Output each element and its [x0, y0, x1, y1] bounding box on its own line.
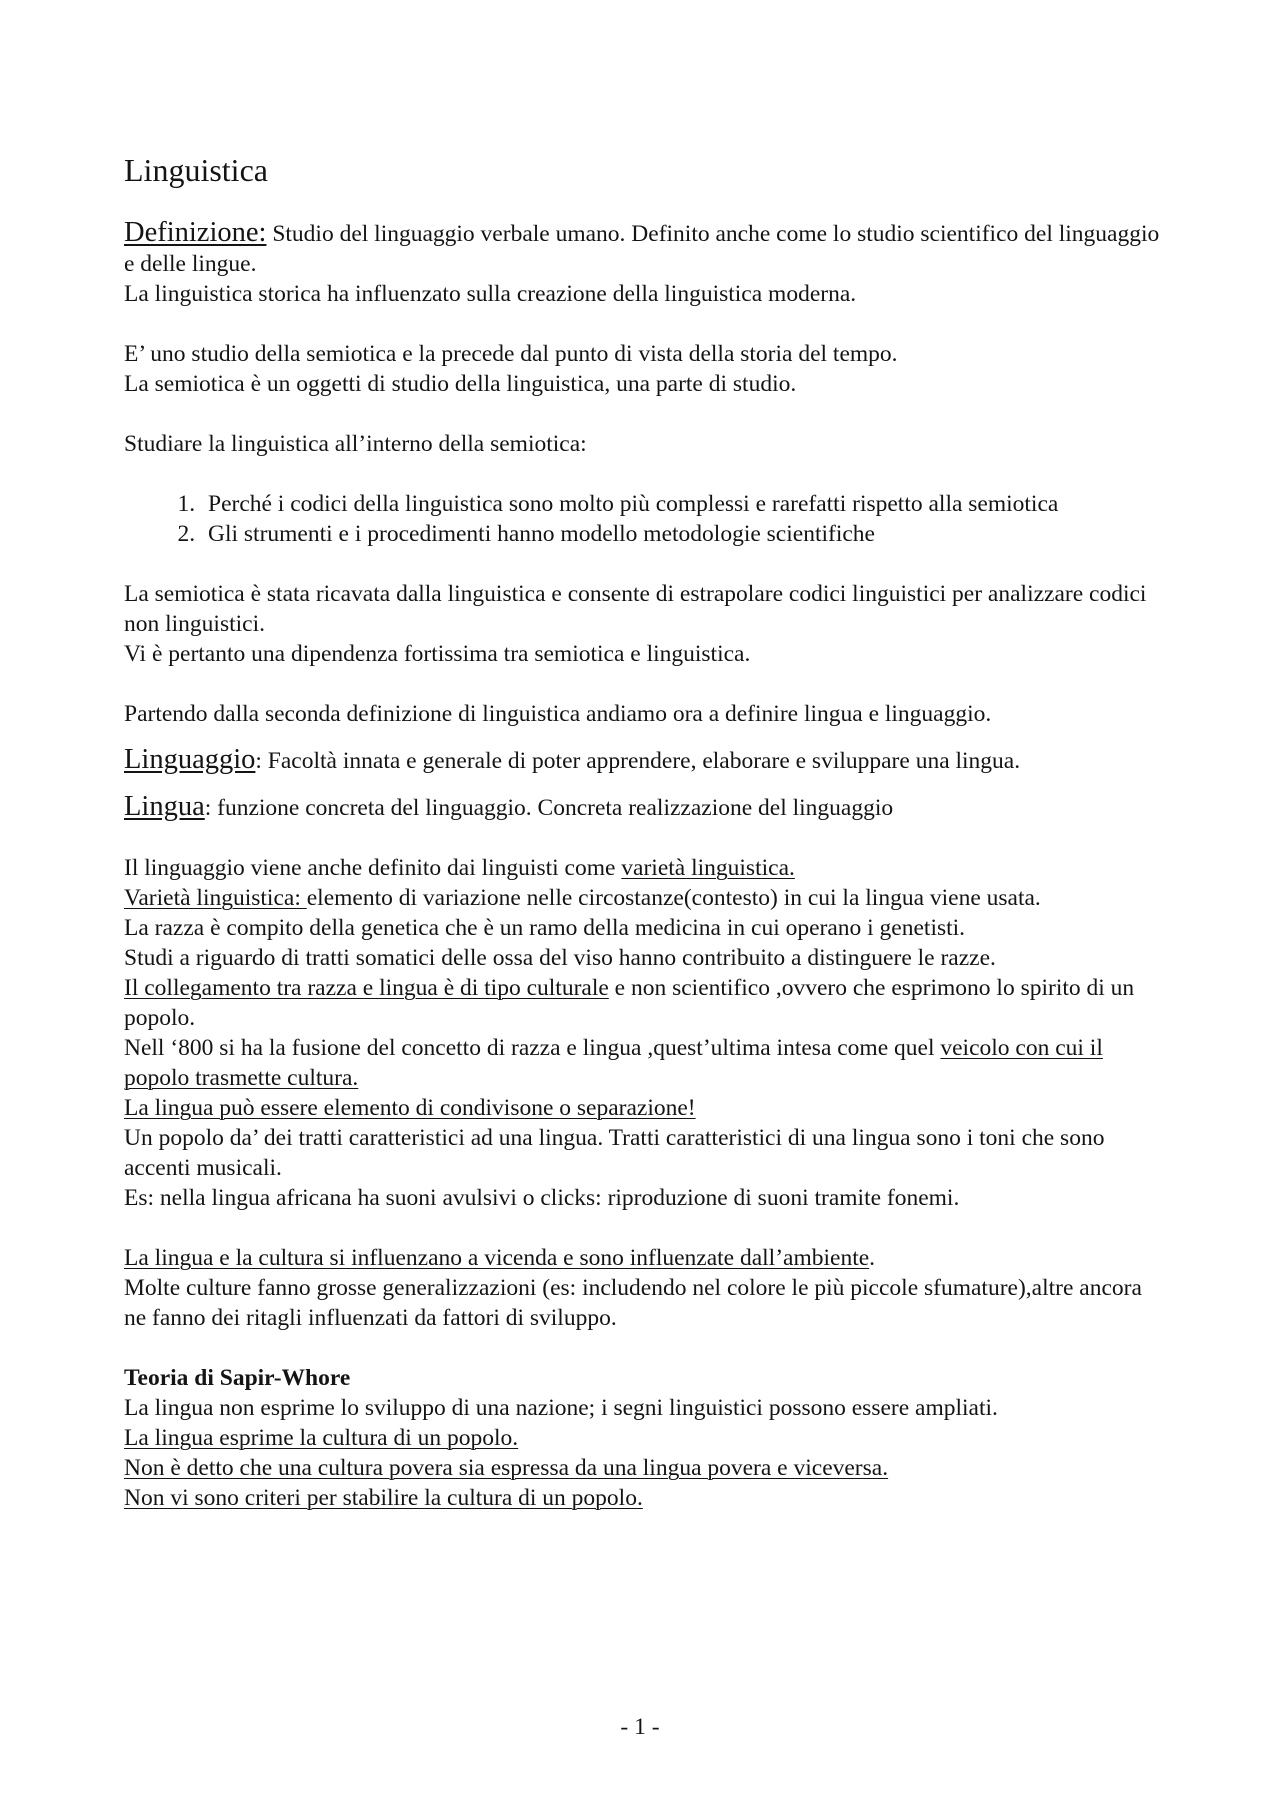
underlined-text: La lingua e la cultura si influenzano a vicenda e sono influenzate dall’ambiente [124, 1245, 870, 1271]
paragraph: Molte culture fanno grosse generalizzazioni (es: includendo nel colore le più piccole sfumature),altre ancora ne fanno dei ritagli influenzati da fattori di sviluppo. [124, 1275, 1142, 1331]
underlined-paragraph: La lingua può essere elemento di condivisone o separazione! [124, 1095, 696, 1121]
paragraph: Vi è pertanto una dipendenza fortissima tra semiotica e linguistica. [124, 641, 751, 667]
linguaggio-text: : Facoltà innata e generale di poter apprendere, elaborare e sviluppare una lingua. [255, 748, 1021, 774]
underlined-text: varietà linguistica. [621, 855, 795, 881]
paragraph: La linguistica storica ha influenzato sulla creazione della linguistica moderna. [124, 281, 857, 307]
paragraph: La semiotica è un oggetti di studio della linguistica, una parte di studio. [124, 371, 797, 397]
paragraph: E’ uno studio della semiotica e la precede dal punto di vista della storia del tempo. [124, 341, 898, 367]
document-page [124, 150, 1164, 1513]
underlined-paragraph: Non è detto che una cultura povera sia espressa da una lingua povera e viceversa. [124, 1455, 889, 1481]
paragraph: Il collegamento tra razza e lingua è di tipo culturale e non scientifico ,ovvero che esprimono lo spirito di un popolo. [124, 975, 1135, 1031]
paragraph: La lingua non esprime lo sviluppo di una nazione; i segni linguistici possono essere ampliati. [124, 1395, 998, 1421]
list-item: 1. Perché i codici della linguistica sono molto più complessi e rarefatti rispetto alla semiotica [201, 489, 1164, 519]
term-lingua: Lingua [124, 791, 205, 822]
paragraph: Partendo dalla seconda definizione di linguistica andiamo ora a definire lingua e linguaggio. [124, 701, 992, 727]
lingua-text: : funzione concreta del linguaggio. Concreta realizzazione del linguaggio [204, 795, 894, 821]
paragraph: Nell ‘800 si ha la fusione del concetto di razza e lingua ,quest’ultima intesa come quel veicolo con cui il popolo trasmette cultura. [124, 1035, 1103, 1091]
paragraph: Studiare la linguistica all’interno della semiotica: [124, 431, 587, 457]
list-item: 2. Gli strumenti e i procedimenti hanno modello metodologie scientifiche [201, 519, 1164, 549]
paragraph-definizione [124, 218, 1164, 279]
paragraph: Il linguaggio viene anche definito dai linguisti come varietà linguistica. [124, 855, 795, 881]
section-heading: Teoria di Sapir-Whore [124, 1365, 351, 1391]
underlined-text: Il collegamento tra razza e lingua è di tipo culturale [124, 975, 609, 1001]
numbered-list [124, 489, 1164, 549]
underlined-paragraph: Non vi sono criteri per stabilire la cultura di un popolo. [124, 1485, 643, 1511]
term-definizione: Definizione: [124, 217, 267, 248]
underlined-text: Varietà linguistica: [124, 885, 307, 911]
term-linguaggio: Linguaggio [124, 744, 256, 775]
paragraph-linguaggio [124, 745, 1164, 776]
paragraph: Un popolo da’ dei tratti caratteristici ad una lingua. Tratti caratteristici di una lingua sono i toni che sono accenti musicali. [124, 1125, 1105, 1181]
paragraph: Studi a riguardo di tratti somatici delle ossa del viso hanno contribuito a distinguere le razze. [124, 945, 996, 971]
paragraph: La semiotica è stata ricavata dalla linguistica e consente di estrapolare codici linguistici per analizzare codici non linguistici. [124, 581, 1147, 637]
paragraph: La lingua e la cultura si influenzano a vicenda e sono influenzate dall’ambiente. [124, 1245, 876, 1271]
paragraph-lingua [124, 792, 1164, 823]
paragraph: La razza è compito della genetica che è un ramo della medicina in cui operano i genetisti. [124, 915, 966, 941]
paragraph: Es: nella lingua africana ha suoni avulsivi o clicks: riproduzione di suoni tramite fonemi. [124, 1185, 960, 1211]
document-title: Linguistica [124, 152, 268, 188]
paragraph: Varietà linguistica: elemento di variazione nelle circostanze(contesto) in cui la lingua viene usata. [124, 885, 1041, 911]
page-number: - 1 - [620, 1714, 660, 1740]
underlined-paragraph: La lingua esprime la cultura di un popolo. [124, 1425, 519, 1451]
definizione-text: Studio del linguaggio verbale umano. Definito anche come lo studio scientifico del linguaggio e delle lingue. [124, 221, 1160, 277]
underlined-text: veicolo con cui il popolo trasmette cultura. [124, 1035, 1103, 1091]
